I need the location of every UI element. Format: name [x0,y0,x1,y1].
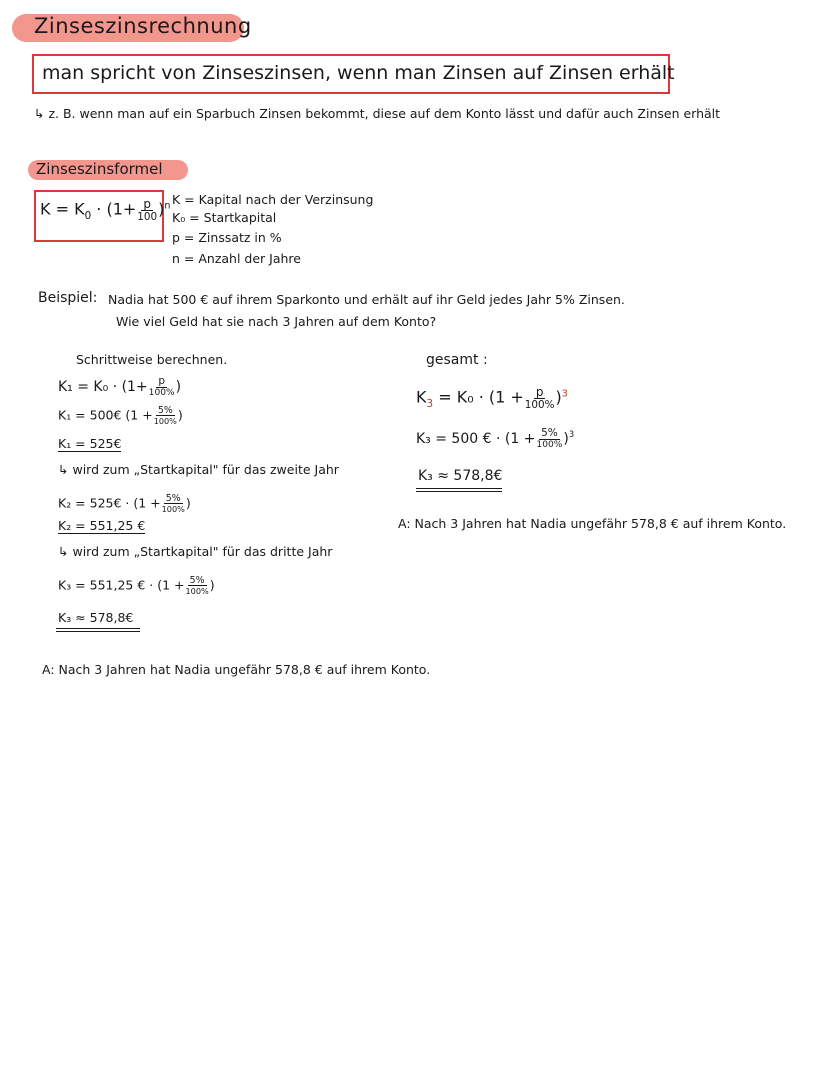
legend-k: K = Kapital nach der Verzinsung [172,192,374,207]
stepwise-heading: Schrittweise berechnen. [76,352,228,367]
k3-calc: K₃ = 551,25 € · (1 + $\frac{5\%}{100\%}$ ) [58,575,215,597]
formula: $K = K_0 \cdot (1+$ $\frac{p}{100}$ )$^n$ [40,197,171,223]
total-heading: gesamt : [426,352,488,368]
k1-calc: K₁ = 500€ (1 + $\frac{5\%}{100\%}$ ) [58,405,183,427]
example-line2: Wie viel Geld hat sie nach 3 Jahren auf dem Konto? [116,314,437,329]
arrow-icon: ↳ [58,462,69,477]
total-result-underline [416,488,502,492]
formula-heading: Zinseszinsformel [36,160,163,178]
definition-text: man spricht von Zinseszinsen, wenn man Zinsen auf Zinsen erhält [42,62,675,84]
legend-n: n = Anzahl der Jahre [172,251,301,266]
example-note [34,106,720,121]
example-note-text: z. B. wenn man auf ein Sparbuch Zinsen bekommt, diese auf dem Konto lässt und dafür auch Zinsen erhält [48,106,721,121]
total-calc: K₃ = 500 € · (1 + $\frac{5\%}{100\%}$ )$^3$ [416,427,575,450]
total-formula: $K_3 = K_0 \cdot (1$ + $\frac{p}{100\%}$ )$^3$ [416,385,568,411]
total-answer: A: Nach 3 Jahren hat Nadia ungefähr 578,8 € auf ihrem Konto. [398,516,787,531]
page-title: Zinseszinsrechnung [34,14,252,38]
note1: ↳ wird zum „Startkapital" für das zweite Jahr [58,462,339,477]
k3-result: K₃ ≈ 578,8€ [58,610,134,625]
k2-result: K₂ = 551,25 € [58,518,146,533]
example-line1: Nadia hat 500 € auf ihrem Sparkonto und erhält auf ihr Geld jedes Jahr 5% Zinsen. [108,292,625,307]
k1-result: K₁ = 525€ [58,436,122,451]
legend-p: p = Zinssatz in % [172,230,282,245]
k2-calc: K₂ = 525€ · (1 + $\frac{5\%}{100\%}$ ) [58,493,191,515]
answer-bottom: A: Nach 3 Jahren hat Nadia ungefähr 578,8 € auf ihrem Konto. [42,662,431,677]
total-result: K₃ ≈ 578,8€ [418,468,503,484]
legend-k0: K₀ = Startkapital [172,210,277,225]
k3-result-underline [56,628,140,632]
note2: ↳ wird zum „Startkapital" für das dritte Jahr [58,544,333,559]
example-label: Beispiel: [38,290,98,306]
k1-formula: K₁ = K₀ · (1+ $\frac{p}{100\%}$ ) [58,375,182,398]
arrow-icon: ↳ [34,106,45,121]
arrow-icon: ↳ [58,544,69,559]
